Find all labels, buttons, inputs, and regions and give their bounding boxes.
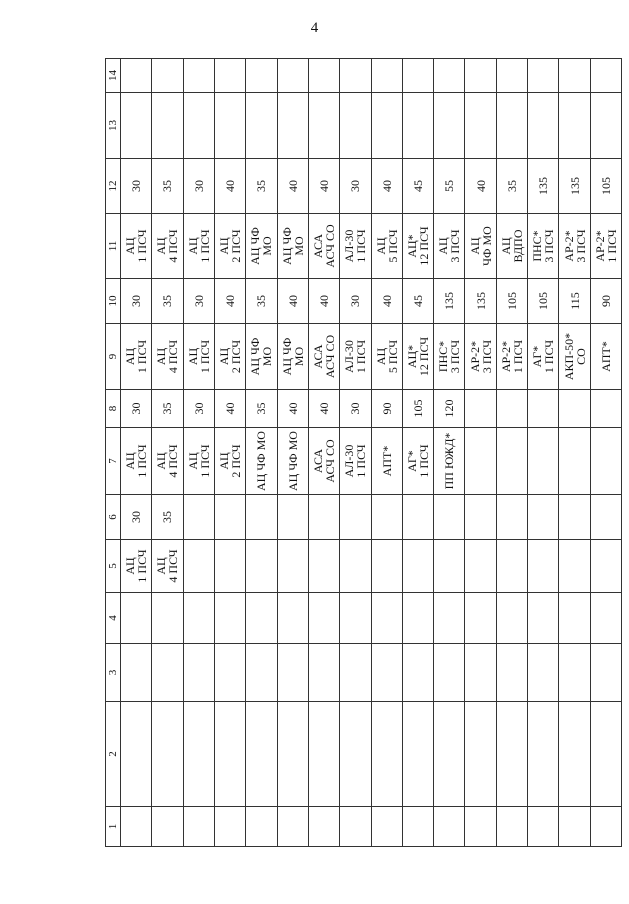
table-cell — [434, 593, 465, 644]
table-cell — [183, 540, 214, 593]
table-cell — [434, 540, 465, 593]
table-cell — [152, 93, 183, 159]
table-cell — [121, 93, 152, 159]
column-header-10: 10 — [106, 279, 121, 324]
table-cell: АЦ ВДПО — [496, 214, 527, 279]
table-cell: 40 — [308, 390, 339, 428]
table-cell: АЦ ЧФ МО — [246, 214, 277, 279]
table-cell: 30 — [183, 159, 214, 214]
table-cell — [528, 807, 559, 847]
table-cell — [152, 593, 183, 644]
table-cell: 90 — [590, 279, 621, 324]
table-cell: АКП-50* СО — [559, 324, 590, 390]
table-cell: 30 — [340, 159, 371, 214]
rotated-table — [105, 59, 622, 847]
table-cell: 45 — [402, 279, 433, 324]
table-cell: АЦ 1 ПСЧ — [183, 324, 214, 390]
table-cell — [340, 644, 371, 702]
column-header-12: 12 — [106, 159, 121, 214]
table-cell: АЦ ЧФ МО — [246, 428, 277, 495]
table-cell — [277, 644, 308, 702]
table-cell — [183, 495, 214, 540]
table-cell — [308, 495, 339, 540]
table-cell: 135 — [465, 279, 496, 324]
table-row — [121, 59, 152, 847]
table-cell: 40 — [465, 159, 496, 214]
table-cell — [528, 428, 559, 495]
table-cell — [308, 93, 339, 159]
table-cell — [434, 495, 465, 540]
table-cell: АЦ 4 ПСЧ — [152, 324, 183, 390]
table-cell: АГ* 1 ПСЧ — [402, 428, 433, 495]
table-cell — [214, 644, 245, 702]
table-cell — [277, 495, 308, 540]
table-cell: 135 — [434, 279, 465, 324]
table-cell: АЦ ЧФ МО — [277, 324, 308, 390]
page-number: 4 — [310, 20, 319, 36]
table-cell — [371, 807, 402, 847]
table-cell: АЦ* 12 ПСЧ — [402, 324, 433, 390]
table-cell: АСА АСЧ СО — [308, 428, 339, 495]
table-cell — [214, 59, 245, 93]
table-cell — [559, 495, 590, 540]
table-cell — [590, 390, 621, 428]
table-cell: 40 — [277, 159, 308, 214]
table-cell: 35 — [152, 495, 183, 540]
table-cell: АЦ 4 ПСЧ — [152, 540, 183, 593]
table-cell — [277, 593, 308, 644]
table-cell — [402, 593, 433, 644]
table-cell: 40 — [214, 279, 245, 324]
table-cell — [559, 390, 590, 428]
table-cell — [402, 495, 433, 540]
table-cell: АЦ 1 ПСЧ — [183, 428, 214, 495]
table-cell — [496, 428, 527, 495]
table-cell: 35 — [152, 279, 183, 324]
table-row — [402, 59, 433, 847]
table-cell: 35 — [152, 159, 183, 214]
table-cell — [308, 593, 339, 644]
table-row — [371, 59, 402, 847]
table-cell: 40 — [371, 159, 402, 214]
table-cell — [340, 593, 371, 644]
table-cell: 135 — [528, 159, 559, 214]
column-header-14: 14 — [106, 59, 121, 93]
table-cell — [528, 390, 559, 428]
table-cell — [559, 593, 590, 644]
table-cell — [434, 807, 465, 847]
table-row — [152, 59, 183, 847]
table-cell — [465, 390, 496, 428]
table-cell — [528, 593, 559, 644]
table-cell: 90 — [371, 390, 402, 428]
column-header-6: 6 — [106, 495, 121, 540]
header-row — [106, 59, 121, 847]
table-cell — [246, 702, 277, 807]
table-cell — [559, 59, 590, 93]
table-cell: АЦ 1 ПСЧ — [121, 540, 152, 593]
table-cell: 120 — [434, 390, 465, 428]
table-cell: 40 — [371, 279, 402, 324]
table-cell — [183, 59, 214, 93]
table-cell: АЛ-30 1 ПСЧ — [340, 324, 371, 390]
table-cell — [496, 644, 527, 702]
table-row — [559, 59, 590, 847]
table-cell — [528, 540, 559, 593]
table-cell — [528, 59, 559, 93]
table-cell: АЦ 4 ПСЧ — [152, 428, 183, 495]
table-cell — [152, 807, 183, 847]
table-cell: 40 — [277, 279, 308, 324]
table-cell — [559, 428, 590, 495]
table-cell — [559, 93, 590, 159]
table-cell — [402, 644, 433, 702]
table-cell: АР-2* 3 ПСЧ — [559, 214, 590, 279]
table-cell — [434, 644, 465, 702]
table-cell: АЦ 1 ПСЧ — [121, 324, 152, 390]
table-cell: АЦ 2 ПСЧ — [214, 214, 245, 279]
table-cell: АЦ 2 ПСЧ — [214, 428, 245, 495]
table-cell: АР-2* 1 ПСЧ — [496, 324, 527, 390]
table-cell — [465, 428, 496, 495]
table-cell — [465, 593, 496, 644]
table-cell — [152, 644, 183, 702]
table-cell — [590, 428, 621, 495]
table-cell — [121, 644, 152, 702]
table-cell — [434, 702, 465, 807]
table-cell — [434, 93, 465, 159]
table-cell — [465, 702, 496, 807]
table-cell: 40 — [308, 159, 339, 214]
table-cell — [246, 495, 277, 540]
table-cell — [214, 93, 245, 159]
table-cell: 35 — [496, 159, 527, 214]
table-cell — [496, 59, 527, 93]
table-cell — [277, 59, 308, 93]
table-cell: АЦ* 12 ПСЧ — [402, 214, 433, 279]
table-cell: 40 — [214, 390, 245, 428]
table-cell: 40 — [214, 159, 245, 214]
table-cell: АПТ* — [590, 324, 621, 390]
table-row — [214, 59, 245, 847]
table-cell — [528, 495, 559, 540]
table-cell: АЦ 1 ПСЧ — [183, 214, 214, 279]
table-cell — [340, 495, 371, 540]
table-cell — [308, 59, 339, 93]
table-cell — [121, 702, 152, 807]
table-cell — [402, 702, 433, 807]
table-row — [246, 59, 277, 847]
table-cell — [465, 540, 496, 593]
table-cell — [590, 702, 621, 807]
table-cell — [590, 644, 621, 702]
table-cell: АР-2* 1 ПСЧ — [590, 214, 621, 279]
table-cell — [465, 93, 496, 159]
column-header-7: 7 — [106, 428, 121, 495]
table-row — [183, 59, 214, 847]
table-cell: 35 — [246, 159, 277, 214]
table-cell: АЦ 4 ПСЧ — [152, 214, 183, 279]
table-cell: ПП ЮЖД* — [434, 428, 465, 495]
table-cell: АЦ 3 ПСЧ — [434, 214, 465, 279]
table-cell — [183, 644, 214, 702]
table-cell — [590, 495, 621, 540]
table-cell — [371, 540, 402, 593]
table-cell: АР-2* 3 ПСЧ — [465, 324, 496, 390]
table-cell: 35 — [246, 390, 277, 428]
table-row — [465, 59, 496, 847]
table-cell: 30 — [121, 279, 152, 324]
table-cell: 40 — [277, 390, 308, 428]
table-cell — [559, 644, 590, 702]
table-cell: 30 — [183, 279, 214, 324]
table-cell — [371, 59, 402, 93]
column-header-2: 2 — [106, 702, 121, 807]
table-row — [528, 59, 559, 847]
table-cell — [402, 59, 433, 93]
table-cell — [434, 59, 465, 93]
table-cell: АПТ* — [371, 428, 402, 495]
table-cell — [214, 540, 245, 593]
table-cell — [308, 540, 339, 593]
table-cell: 45 — [402, 159, 433, 214]
table-cell — [590, 807, 621, 847]
table-cell — [183, 93, 214, 159]
table-row — [496, 59, 527, 847]
table-cell — [183, 807, 214, 847]
table-cell: АЦ 5 ПСЧ — [371, 214, 402, 279]
table-cell: АЦ 1 ПСЧ — [121, 214, 152, 279]
column-header-11: 11 — [106, 214, 121, 279]
table-body — [121, 59, 622, 847]
table-cell — [152, 702, 183, 807]
table-cell — [371, 593, 402, 644]
table-cell: 105 — [496, 279, 527, 324]
column-header-1: 1 — [106, 807, 121, 847]
table-cell — [528, 644, 559, 702]
table-cell — [308, 644, 339, 702]
table-cell — [559, 702, 590, 807]
table-cell — [183, 593, 214, 644]
table-cell: АЦ 1 ПСЧ — [121, 428, 152, 495]
table-cell — [214, 495, 245, 540]
table-cell: 105 — [528, 279, 559, 324]
table-cell — [277, 702, 308, 807]
table-row — [277, 59, 308, 847]
table-cell: 105 — [402, 390, 433, 428]
table-cell — [496, 807, 527, 847]
table-cell — [465, 807, 496, 847]
table-cell: 40 — [308, 279, 339, 324]
table-cell — [121, 59, 152, 93]
table-cell — [246, 59, 277, 93]
table-cell — [340, 93, 371, 159]
table-cell: 135 — [559, 159, 590, 214]
table-container — [105, 59, 622, 847]
column-header-13: 13 — [106, 93, 121, 159]
table-cell — [121, 593, 152, 644]
table-cell: 30 — [121, 159, 152, 214]
table-cell — [371, 93, 402, 159]
table-cell — [246, 807, 277, 847]
table-cell: 30 — [340, 279, 371, 324]
table-cell — [340, 807, 371, 847]
table-row — [434, 59, 465, 847]
table-cell — [496, 540, 527, 593]
table-cell — [590, 540, 621, 593]
table-cell — [528, 93, 559, 159]
table-cell — [340, 702, 371, 807]
table-cell — [121, 807, 152, 847]
column-header-5: 5 — [106, 540, 121, 593]
table-cell — [496, 93, 527, 159]
table-cell — [308, 702, 339, 807]
table-cell — [340, 59, 371, 93]
table-cell: АСА АСЧ СО — [308, 214, 339, 279]
column-header-9: 9 — [106, 324, 121, 390]
table-cell: 30 — [121, 390, 152, 428]
table-row — [308, 59, 339, 847]
table-cell — [183, 702, 214, 807]
table-cell: АЛ-30 1 ПСЧ — [340, 428, 371, 495]
table-cell — [371, 495, 402, 540]
table-cell: ПНС* 3 ПСЧ — [434, 324, 465, 390]
table-cell — [246, 93, 277, 159]
column-header-4: 4 — [106, 593, 121, 644]
table-cell — [496, 390, 527, 428]
table-cell — [496, 495, 527, 540]
table-cell: АЦ 2 ПСЧ — [214, 324, 245, 390]
table-cell — [496, 702, 527, 807]
table-cell: 55 — [434, 159, 465, 214]
table-cell: 35 — [246, 279, 277, 324]
table-cell — [559, 540, 590, 593]
table-cell — [371, 644, 402, 702]
data-table — [105, 58, 622, 847]
table-cell — [402, 540, 433, 593]
table-cell — [371, 702, 402, 807]
table-cell: АЦ ЧФ МО — [246, 324, 277, 390]
table-cell: АЦ ЧФ МО — [465, 214, 496, 279]
table-row — [340, 59, 371, 847]
table-cell — [496, 593, 527, 644]
table-cell — [246, 593, 277, 644]
table-cell — [277, 540, 308, 593]
table-row — [590, 59, 621, 847]
column-header-8: 8 — [106, 390, 121, 428]
table-cell: 30 — [340, 390, 371, 428]
table-cell: АЦ 5 ПСЧ — [371, 324, 402, 390]
table-cell — [277, 807, 308, 847]
table-cell — [214, 702, 245, 807]
table-cell — [152, 59, 183, 93]
table-cell: АСА АСЧ СО — [308, 324, 339, 390]
table-cell — [340, 540, 371, 593]
table-cell: АГ* 1 ПСЧ — [528, 324, 559, 390]
table-cell — [590, 593, 621, 644]
column-header-3: 3 — [106, 644, 121, 702]
table-cell — [465, 644, 496, 702]
table-cell — [246, 644, 277, 702]
table-cell — [590, 93, 621, 159]
table-cell — [214, 807, 245, 847]
table-cell: 35 — [152, 390, 183, 428]
table-cell — [402, 93, 433, 159]
table-cell: 105 — [590, 159, 621, 214]
table-cell — [590, 59, 621, 93]
table-cell — [559, 807, 590, 847]
table-cell: 115 — [559, 279, 590, 324]
table-cell — [465, 59, 496, 93]
table-cell — [308, 807, 339, 847]
table-cell — [214, 593, 245, 644]
table-cell: 30 — [121, 495, 152, 540]
table-cell: ПНС* 3 ПСЧ — [528, 214, 559, 279]
table-cell: АЛ-30 1 ПСЧ — [340, 214, 371, 279]
table-cell — [528, 702, 559, 807]
table-cell — [277, 93, 308, 159]
table-cell — [465, 495, 496, 540]
table-head — [106, 59, 121, 847]
table-cell: АЦ ЧФ МО — [277, 214, 308, 279]
table-cell: АЦ ЧФ МО — [277, 428, 308, 495]
table-cell — [402, 807, 433, 847]
table-cell — [246, 540, 277, 593]
table-cell: 30 — [183, 390, 214, 428]
